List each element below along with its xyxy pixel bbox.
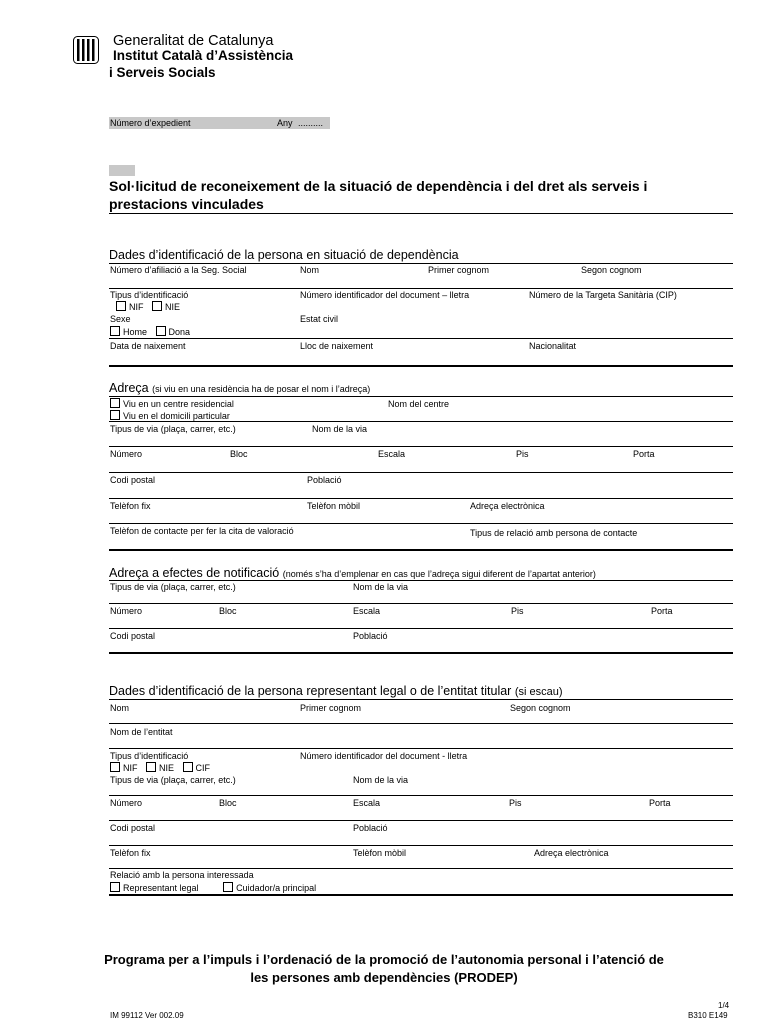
rep-tipus-id-label: Tipus d’identificació — [110, 751, 189, 761]
tipus-via-field[interactable]: Tipus de via (plaça, carrer, etc.) — [110, 424, 236, 434]
telefon-fix-field[interactable]: Telèfon fix — [110, 501, 151, 511]
rep-cif-label: CIF — [195, 763, 211, 773]
divider — [109, 868, 733, 869]
rep-nom-field[interactable]: Nom — [110, 703, 130, 713]
notif-title: Adreça a efectes de notificació — [109, 566, 280, 580]
notif-codi-postal-field[interactable]: Codi postal — [110, 631, 156, 641]
any-label: Any — [277, 118, 293, 128]
form-title-line2: prestacions vinculades — [109, 196, 264, 212]
domicili-option — [110, 410, 230, 421]
org-name: Generalitat de Catalunya — [113, 33, 274, 49]
section-divider — [109, 365, 733, 367]
home-checkbox[interactable] — [110, 326, 120, 336]
sexe-label: Sexe — [110, 314, 131, 324]
rep-relacio-options — [110, 882, 322, 893]
rep-nif-label: NIF — [123, 763, 138, 773]
rep-numero-field[interactable]: Número — [110, 798, 143, 808]
notif-note: (només s’ha d’emplenar en cas que l’adreça sigui diferent de l’apartat anterior) — [282, 569, 596, 579]
pis-field[interactable]: Pis — [516, 449, 529, 459]
primer-cognom-field[interactable]: Primer cognom — [428, 265, 490, 275]
notif-tipus-via-field[interactable]: Tipus de via (plaça, carrer, etc.) — [110, 582, 236, 592]
home-label: Home — [123, 327, 148, 337]
centre-residencial-label: Viu en un centre residencial — [123, 399, 234, 409]
rep-telefon-mobil-field[interactable]: Telèfon mòbil — [353, 848, 407, 858]
rep-cif-checkbox[interactable] — [183, 762, 193, 772]
divider — [109, 820, 733, 821]
sexe-options — [110, 326, 196, 337]
rep-note: (si escau) — [514, 686, 563, 698]
nif-checkbox[interactable] — [116, 301, 126, 311]
divider — [109, 628, 733, 629]
escala-field[interactable]: Escala — [378, 449, 406, 459]
cuidador-checkbox[interactable] — [223, 882, 233, 892]
rep-relacio-label: Relació amb la persona interessada — [110, 870, 254, 880]
generalitat-logo-icon — [73, 36, 99, 64]
rep-codi-postal-field[interactable]: Codi postal — [110, 823, 156, 833]
domicili-checkbox[interactable] — [110, 410, 120, 420]
divider — [109, 795, 733, 796]
nom-via-field[interactable]: Nom de la via — [312, 424, 368, 434]
porta-field[interactable]: Porta — [633, 449, 655, 459]
afiliacio-field[interactable]: Número d’afiliació a la Seg. Social — [110, 265, 247, 275]
address-section-title — [109, 381, 370, 395]
notif-section-title — [109, 566, 596, 580]
rep-title: Dades d’identificació de la persona representant legal o de l’entitat titular — [109, 684, 512, 698]
dona-checkbox[interactable] — [156, 326, 166, 336]
expedient-label: Número d’expedient — [110, 118, 191, 128]
notif-nom-via-field[interactable]: Nom de la via — [353, 582, 409, 592]
cuidador-label: Cuidador/a principal — [236, 883, 317, 893]
notif-pis-field[interactable]: Pis — [511, 606, 524, 616]
notif-porta-field[interactable]: Porta — [651, 606, 673, 616]
nom-centre-field[interactable]: Nom del centre — [388, 399, 450, 409]
dona-label: Dona — [168, 327, 191, 337]
tipus-relacio-field[interactable]: Tipus de relació amb persona de contacte — [470, 528, 638, 538]
divider — [109, 446, 733, 447]
num-doc-field[interactable]: Número identificador del document – lletra — [300, 290, 470, 300]
divider — [109, 498, 733, 499]
telefon-contacte-field[interactable]: Telèfon de contacte per fer la cita de valoració — [110, 526, 294, 536]
section-divider — [109, 894, 733, 896]
divider — [109, 845, 733, 846]
divider — [109, 699, 733, 700]
notif-poblacio-field[interactable]: Població — [353, 631, 388, 641]
form-title-line1: Sol·licitud de reconeixement de la situació de dependència i del dret als serveis i — [109, 178, 648, 194]
telefon-mobil-field[interactable]: Telèfon mòbil — [307, 501, 361, 511]
divider — [109, 748, 733, 749]
lloc-naixement-field[interactable]: Lloc de naixement — [300, 341, 374, 351]
id-type-options — [116, 301, 186, 312]
page-number: 1/4 — [718, 1001, 730, 1010]
rep-num-doc-field[interactable]: Número identificador del document - lletra — [300, 751, 468, 761]
rep-porta-field[interactable]: Porta — [649, 798, 671, 808]
divider — [109, 263, 733, 264]
notif-bloc-field[interactable]: Bloc — [219, 606, 237, 616]
person-section-title: Dades d’identificació de la persona en situació de dependència — [109, 248, 459, 262]
divider — [109, 288, 733, 289]
program-line1: Programa per a l’impuls i l’ordenació de la promoció de l’autonomia personal i l’atenció de — [104, 952, 664, 967]
adreca-electronica-field[interactable]: Adreça electrònica — [470, 501, 545, 511]
tipus-id-label: Tipus d’identificació — [110, 290, 189, 300]
section-divider — [109, 652, 733, 654]
divider — [109, 523, 733, 524]
nie-checkbox[interactable] — [152, 301, 162, 311]
rep-adreca-electronica-field[interactable]: Adreça electrònica — [534, 848, 609, 858]
rep-nie-checkbox[interactable] — [146, 762, 156, 772]
rep-nom-entitat-field[interactable]: Nom de l’entitat — [110, 727, 173, 737]
program-line2: les persones amb dependències (PRODEP) — [250, 970, 518, 985]
rep-pis-field[interactable]: Pis — [509, 798, 522, 808]
representant-checkbox[interactable] — [110, 882, 120, 892]
grey-marker-box — [109, 165, 135, 176]
form-reference: B310 E149 — [688, 1011, 728, 1020]
rep-poblacio-field[interactable]: Població — [353, 823, 388, 833]
bloc-field[interactable]: Bloc — [230, 449, 248, 459]
domicili-label: Viu en el domicili particular — [123, 411, 230, 421]
rep-nie-label: NIE — [159, 763, 175, 773]
nif-label: NIF — [129, 302, 144, 312]
divider — [109, 723, 733, 724]
nom-field[interactable]: Nom — [300, 265, 320, 275]
divider — [109, 338, 733, 339]
section-divider — [109, 549, 733, 551]
divider — [109, 580, 733, 581]
segon-cognom-field[interactable]: Segon cognom — [581, 265, 642, 275]
representant-label: Representant legal — [123, 883, 199, 893]
targeta-field[interactable]: Número de la Targeta Sanitària (CIP) — [529, 290, 677, 300]
estat-civil-field[interactable]: Estat civil — [300, 314, 339, 324]
nacionalitat-field[interactable]: Nacionalitat — [529, 341, 577, 351]
address-title: Adreça — [109, 381, 149, 395]
notif-numero-field[interactable]: Número — [110, 606, 143, 616]
nie-label: NIE — [165, 302, 181, 312]
divider — [109, 396, 733, 397]
org-institute: Institut Català d’Assistència — [113, 48, 294, 63]
codi-postal-field[interactable]: Codi postal — [110, 475, 156, 485]
title-divider — [109, 213, 733, 214]
centre-residencial-checkbox[interactable] — [110, 398, 120, 408]
rep-bloc-field[interactable]: Bloc — [219, 798, 237, 808]
notif-escala-field[interactable]: Escala — [353, 606, 381, 616]
poblacio-field[interactable]: Població — [307, 475, 342, 485]
form-code: IM 99112 Ver 002.09 — [110, 1011, 184, 1020]
address-note: (si viu en una residència ha de posar el nom i l’adreça) — [152, 384, 371, 394]
rep-primer-cognom-field[interactable]: Primer cognom — [300, 703, 362, 713]
org-institute-line2: i Serveis Socials — [109, 65, 216, 80]
centre-residencial-option — [110, 398, 234, 409]
rep-segon-cognom-field[interactable]: Segon cognom — [510, 703, 571, 713]
divider — [109, 603, 733, 604]
data-naixement-field[interactable]: Data de naixement — [110, 341, 186, 351]
any-dots: .......... — [298, 118, 324, 128]
divider — [109, 421, 733, 422]
rep-escala-field[interactable]: Escala — [353, 798, 381, 808]
rep-telefon-fix-field[interactable]: Telèfon fix — [110, 848, 151, 858]
numero-field[interactable]: Número — [110, 449, 143, 459]
rep-nom-via-field[interactable]: Nom de la via — [353, 775, 409, 785]
rep-tipus-via-field[interactable]: Tipus de via (plaça, carrer, etc.) — [110, 775, 236, 785]
rep-id-type-options — [110, 762, 216, 773]
rep-section-title — [109, 684, 563, 698]
divider — [109, 472, 733, 473]
rep-nif-checkbox[interactable] — [110, 762, 120, 772]
